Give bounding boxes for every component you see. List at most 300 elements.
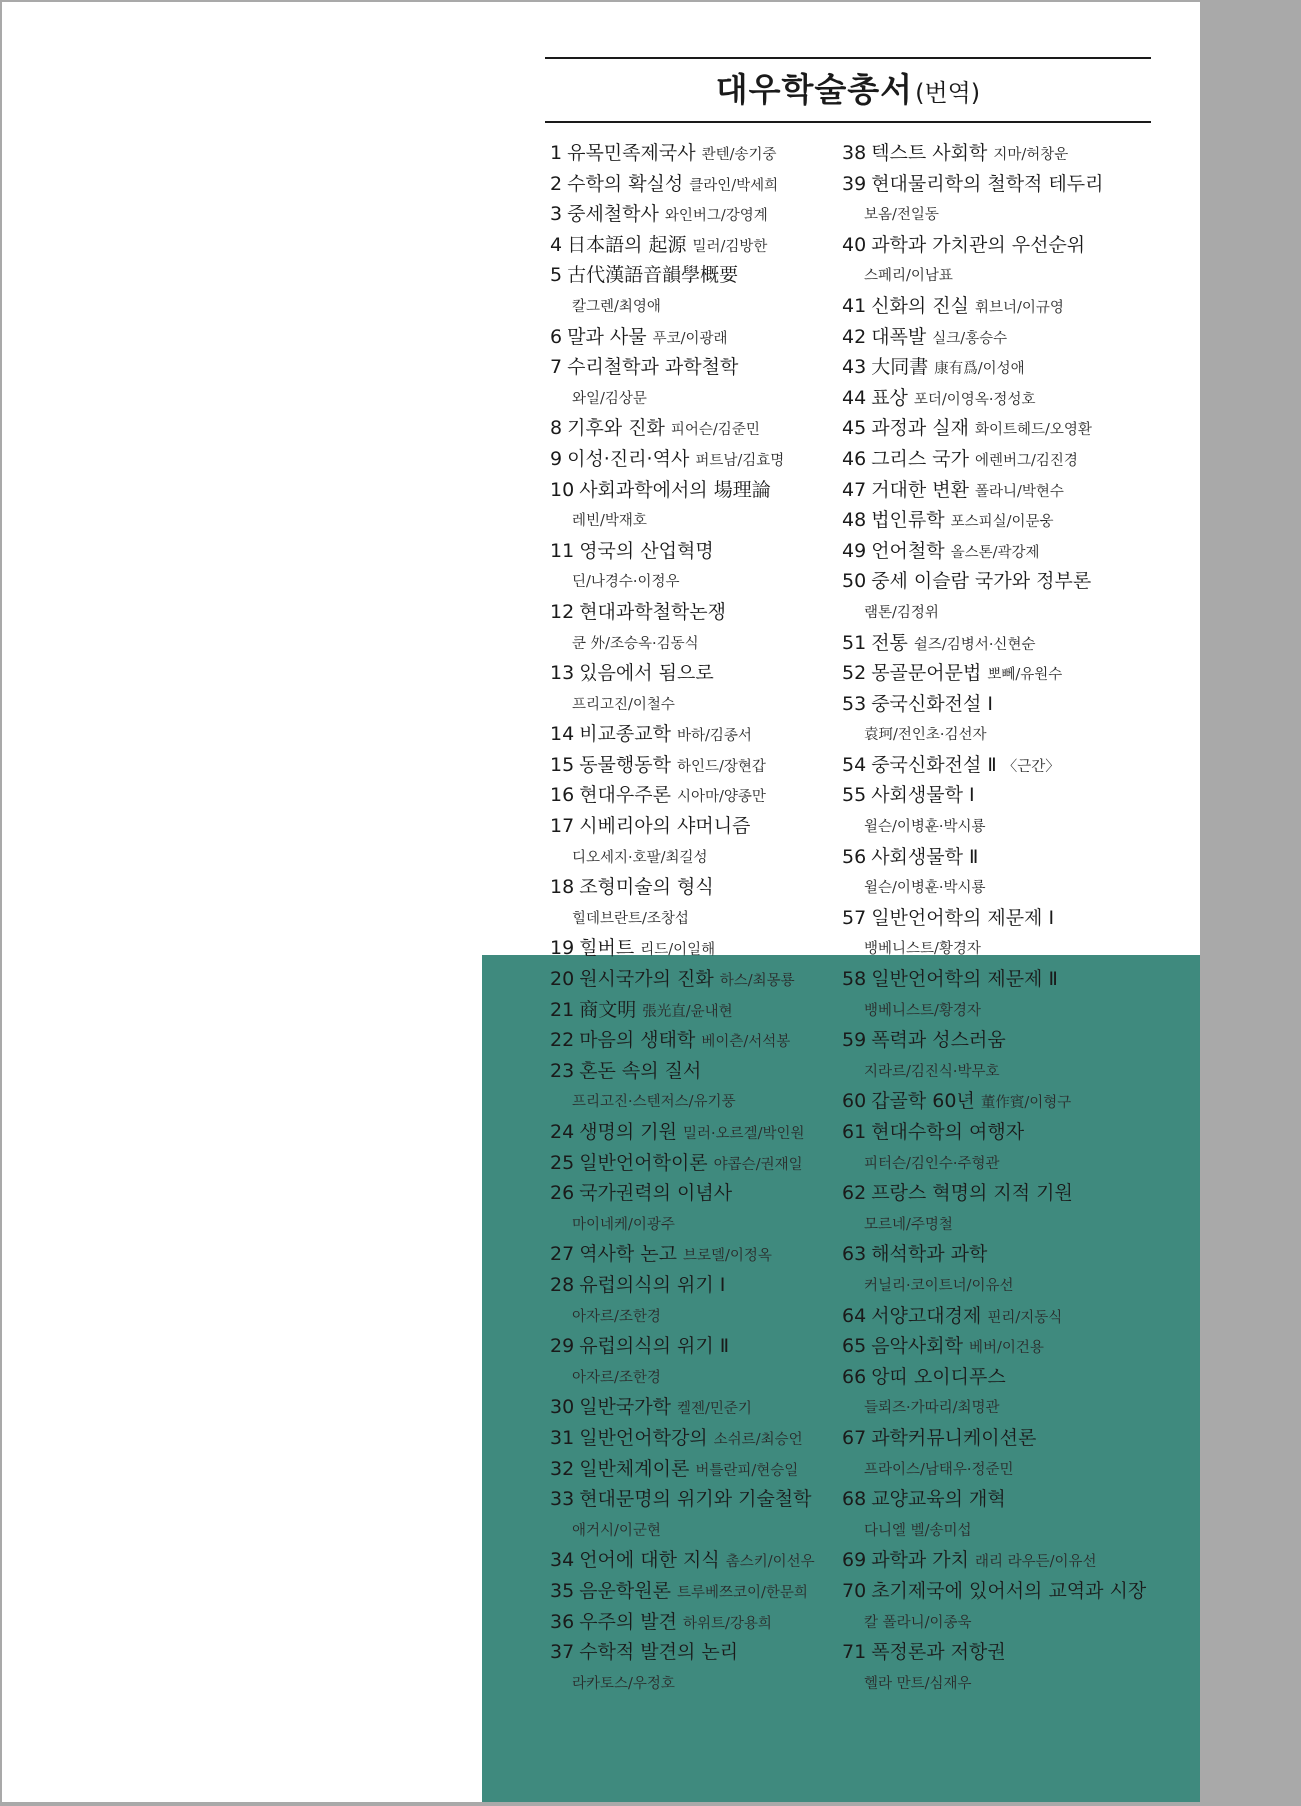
book-list-item-author-line — [842, 260, 1187, 291]
book-list-item-author-line — [842, 1209, 1187, 1240]
book-number: 31 — [550, 1426, 575, 1449]
book-list-item — [550, 1484, 845, 1515]
book-author-translator: 밀러/김방한 — [692, 238, 768, 255]
book-number: 68 — [842, 1488, 867, 1511]
book-title: 거대한 변환 — [871, 478, 969, 501]
book-list-item-author-line — [842, 719, 1187, 750]
book-title: 동물행동학 — [579, 753, 671, 776]
book-title: 앙띠 오이디푸스 — [871, 1365, 1006, 1388]
book-list-item — [842, 383, 1187, 414]
book-author-translator: 클라인/박세희 — [689, 177, 779, 194]
book-author-translator: 보옴/전일동 — [864, 207, 939, 224]
book-title: 유럽의식의 위기 Ⅱ — [579, 1335, 730, 1358]
book-author-translator: 에렌버그/김진경 — [975, 452, 1078, 469]
book-list-item — [550, 1454, 845, 1485]
book-list-item — [842, 138, 1187, 169]
book-list-item — [550, 658, 845, 689]
book-author-translator: 퍼트남/김효명 — [695, 452, 785, 469]
book-title: 역사학 논고 — [579, 1243, 677, 1266]
book-title: 음운학원론 — [579, 1579, 671, 1602]
book-list-item — [550, 199, 845, 230]
book-number: 63 — [842, 1243, 867, 1266]
book-list-item — [550, 1178, 845, 1209]
book-title: 비교종교학 — [579, 723, 671, 746]
book-list-item-author-line — [550, 1086, 845, 1117]
book-number: 8 — [550, 417, 563, 440]
book-list-item — [550, 750, 845, 781]
book-list-item — [550, 1392, 845, 1423]
book-list-item — [550, 413, 845, 444]
book-author-translator: 핀리/지동식 — [987, 1309, 1063, 1326]
book-title: 일반언어학이론 — [579, 1151, 708, 1174]
book-list-item — [550, 352, 845, 383]
book-author-translator: 지마/허창운 — [993, 147, 1069, 163]
book-author-translator: 라카토스/우정호 — [572, 1675, 675, 1692]
book-number: 9 — [550, 447, 563, 470]
book-list-item — [842, 1301, 1187, 1332]
book-number: 58 — [842, 968, 867, 991]
book-author-translator: 프라이스/남태우·정준민 — [864, 1461, 1014, 1478]
book-author-translator: 아자르/조한경 — [572, 1369, 661, 1386]
book-number: 50 — [842, 570, 867, 593]
book-author-translator: 아자르/조한경 — [572, 1308, 661, 1325]
book-title: 과정과 실재 — [871, 417, 969, 440]
book-list-item — [550, 475, 845, 506]
book-number: 26 — [550, 1182, 575, 1205]
book-author-translator: 폴라니/박현수 — [975, 483, 1064, 500]
book-author-translator: 康有爲/이성애 — [934, 361, 1025, 378]
book-number: 67 — [842, 1426, 867, 1449]
book-title: 텍스트 사회학 — [871, 142, 988, 164]
book-number: 22 — [550, 1029, 575, 1052]
book-list-item — [550, 597, 845, 628]
book-title: 원시국가의 진화 — [579, 968, 714, 991]
book-author-translator: 하위트/강용희 — [683, 1615, 772, 1632]
book-title: 大同書 — [871, 356, 929, 379]
book-number: 53 — [842, 692, 867, 715]
book-list-item-author-line — [550, 689, 845, 720]
book-author-translator: 시아마/양종만 — [676, 789, 766, 806]
book-list-right-column — [842, 138, 1187, 1698]
book-title: 일반언어학의 제문제 Ⅰ — [871, 906, 1055, 929]
book-author-translator: 피터슨/김인수·주형관 — [864, 1155, 1000, 1172]
book-title: 프랑스 혁명의 지적 기원 — [871, 1182, 1073, 1205]
book-list-item — [842, 1025, 1187, 1056]
book-number: 32 — [550, 1457, 575, 1480]
book-list-item — [842, 658, 1187, 689]
book-list-item — [550, 1331, 845, 1362]
book-list-item-author-line — [550, 1301, 845, 1332]
book-author-translator: 촘스키/이선우 — [725, 1554, 815, 1571]
book-author-translator: 뱅베니스트/황경자 — [864, 1002, 981, 1019]
book-title: 전통 — [871, 631, 908, 654]
book-number: 62 — [842, 1182, 867, 1205]
book-list-item — [842, 1484, 1187, 1515]
book-number: 65 — [842, 1335, 867, 1358]
book-author-translator: 베이츤/서석봉 — [701, 1034, 791, 1051]
book-list-item — [550, 1607, 845, 1638]
book-author-translator: 디오세지·호팔/최길성 — [572, 849, 708, 866]
book-author-translator: 트루베쯔코이/한문희 — [676, 1584, 808, 1601]
book-title: 사회생물학 Ⅱ — [871, 845, 979, 868]
book-number: 4 — [550, 233, 563, 256]
book-title: 몽골문어문법 — [871, 662, 982, 685]
book-number: 18 — [550, 876, 575, 899]
book-title: 혼돈 속의 질서 — [579, 1059, 702, 1082]
book-title: 수학의 확실성 — [567, 172, 684, 195]
book-title: 기후와 진화 — [567, 417, 665, 440]
book-author-translator: 하인드/장현갑 — [676, 758, 766, 775]
book-title: 언어에 대한 지식 — [579, 1549, 720, 1572]
book-list-item-author-line — [550, 628, 845, 659]
book-author-translator: 힐데브란트/조창섭 — [572, 910, 689, 927]
book-title: 商文明 — [579, 998, 637, 1021]
book-number: 42 — [842, 325, 867, 348]
book-number: 34 — [550, 1549, 575, 1572]
book-title: 교양교육의 개혁 — [871, 1488, 1006, 1511]
book-list-item — [842, 169, 1187, 200]
book-list-item — [842, 444, 1187, 475]
book-title: 시베리아의 샤머니즘 — [579, 815, 751, 838]
book-author-translator: 쿤 外/조승옥·김동식 — [572, 635, 699, 652]
book-number: 30 — [550, 1396, 575, 1419]
book-list-item — [550, 1545, 845, 1576]
book-author-translator: 올스톤/곽강제 — [950, 544, 1040, 561]
book-number: 28 — [550, 1273, 575, 1296]
book-author-translator: 콴텐/송기중 — [701, 147, 777, 163]
book-author-translator: 딘/나경수·이정우 — [572, 574, 680, 591]
book-title: 일반체계이론 — [579, 1457, 690, 1480]
book-list-item — [842, 291, 1187, 322]
book-list-item — [842, 505, 1187, 536]
book-author-translator: 휘브너/이규영 — [975, 299, 1064, 316]
book-author-translator: 밀러·오르겔/박인원 — [683, 1126, 805, 1142]
book-list-item-author-line — [842, 1056, 1187, 1087]
book-author-translator: 董作賓/이형구 — [980, 1095, 1072, 1112]
book-list-item — [550, 1239, 845, 1270]
book-number: 11 — [550, 539, 575, 562]
book-author-translator: 화이트헤드/오영환 — [975, 422, 1092, 439]
book-title: 서양고대경제 — [871, 1304, 982, 1327]
book-list-item — [550, 138, 845, 169]
book-author-translator: 윌슨/이병훈·박시룡 — [864, 819, 986, 836]
book-list-item — [842, 566, 1187, 597]
book-author-translator: 마이네케/이광주 — [572, 1216, 675, 1233]
book-list-item — [550, 1025, 845, 1056]
book-list-item-author-line — [842, 1454, 1187, 1485]
book-list-item — [550, 811, 845, 842]
book-author-translator: 와일/김상문 — [572, 390, 647, 407]
book-list-item-author-line — [842, 199, 1187, 230]
book-number: 49 — [842, 539, 867, 562]
book-number: 6 — [550, 325, 563, 348]
book-author-translator: 램톤/김정위 — [864, 604, 939, 621]
book-number: 19 — [550, 937, 575, 960]
book-title: 국가권력의 이념사 — [579, 1182, 733, 1205]
book-list-item — [842, 1117, 1187, 1148]
book-list-item-author-line — [550, 903, 845, 934]
series-title — [545, 59, 1151, 121]
book-author-translator: 프리고진/이철수 — [572, 696, 675, 713]
book-author-translator: 헬라 만트/심재우 — [864, 1675, 972, 1692]
book-list-item — [842, 475, 1187, 506]
book-author-translator: 야콥슨/권재일 — [713, 1156, 803, 1173]
book-title: 초기제국에 있어서의 교역과 시장 — [871, 1579, 1147, 1602]
book-list-item — [550, 444, 845, 475]
book-title: 사회과학에서의 場理論 — [579, 478, 771, 501]
book-list-item — [842, 750, 1187, 781]
book-number: 39 — [842, 172, 867, 195]
book-list-item — [842, 1331, 1187, 1362]
book-title: 신화의 진실 — [871, 294, 969, 317]
book-list-left-column — [550, 138, 845, 1698]
book-author-translator: 피어슨/김준민 — [670, 422, 760, 439]
book-list-item-author-line — [550, 566, 845, 597]
book-author-translator: 포더/이영옥·정성호 — [913, 391, 1036, 408]
book-list-item — [842, 689, 1187, 720]
book-title: 표상 — [871, 386, 908, 409]
book-author-translator: 프리고진·스텐저스/유기풍 — [572, 1094, 736, 1111]
book-author-translator: 뽀뻬/유원수 — [987, 667, 1063, 684]
book-list-item — [842, 1239, 1187, 1270]
book-author-translator: 바하/김종서 — [676, 728, 752, 745]
book-number: 27 — [550, 1243, 575, 1266]
book-list-item — [842, 413, 1187, 444]
book-list-item — [842, 628, 1187, 659]
book-author-translator: 張光直/윤내현 — [642, 1003, 733, 1020]
book-list-item-author-line — [550, 291, 845, 322]
book-title: 힐버트 — [579, 937, 635, 960]
book-title: 수리철학과 과학철학 — [567, 356, 739, 379]
series-title-subtitle: (번역) — [915, 79, 981, 107]
book-title: 과학커뮤니케이션론 — [871, 1426, 1037, 1449]
book-number: 10 — [550, 478, 575, 501]
book-list-item-author-line — [550, 842, 845, 873]
book-title: 현대수학의 여행자 — [871, 1121, 1025, 1143]
book-list-item — [842, 536, 1187, 567]
book-number: 46 — [842, 447, 867, 470]
book-list-item-author-line — [842, 995, 1187, 1026]
book-author-translator: 하스/최몽룡 — [719, 973, 795, 990]
book-author-translator: 소쉬르/최승언 — [713, 1431, 803, 1448]
book-title: 과학과 가치관의 우선순위 — [871, 233, 1086, 256]
book-title: 과학과 가치 — [871, 1549, 969, 1572]
book-number: 57 — [842, 906, 867, 929]
book-title: 사회생물학 Ⅰ — [871, 784, 975, 807]
book-number: 12 — [550, 600, 575, 623]
book-author-translator: 칼 폴라니/이종욱 — [864, 1614, 972, 1631]
book-list-item-author-line — [842, 1270, 1187, 1301]
book-author-translator: 레빈/박재호 — [572, 513, 647, 530]
book-title: 현대과학철학논쟁 — [579, 600, 727, 623]
book-number: 41 — [842, 294, 867, 317]
book-title: 유럽의식의 위기 Ⅰ — [579, 1273, 726, 1296]
book-number: 60 — [842, 1090, 867, 1113]
book-number: 25 — [550, 1151, 575, 1174]
book-number: 55 — [842, 784, 867, 807]
book-title: 법인류학 — [871, 509, 945, 532]
book-list-item-author-line — [842, 872, 1187, 903]
book-list-item — [842, 1423, 1187, 1454]
book-title: 수학적 발견의 논리 — [579, 1641, 739, 1664]
book-number: 24 — [550, 1121, 575, 1143]
book-number: 1 — [550, 142, 563, 164]
book-list-item-author-line — [842, 1392, 1187, 1423]
series-header — [545, 57, 1151, 123]
book-list-item — [550, 872, 845, 903]
book-title: 있음에서 됨으로 — [579, 662, 714, 685]
book-author-translator: 다니엘 벨/송미섭 — [864, 1522, 972, 1539]
book-author-translator: 브로델/이정옥 — [683, 1248, 772, 1265]
book-number: 20 — [550, 968, 575, 991]
book-list-item — [842, 1545, 1187, 1576]
book-author-translator: 푸코/이광래 — [652, 330, 728, 347]
book-title: 말과 사물 — [567, 325, 647, 348]
book-title: 일반국가학 — [579, 1396, 671, 1419]
book-list-item — [842, 352, 1187, 383]
book-list-item — [550, 1637, 845, 1668]
book-number: 61 — [842, 1121, 867, 1143]
book-title: 古代漢語音韻學概要 — [567, 264, 739, 287]
book-author-translator: 포스피실/이문웅 — [950, 514, 1054, 531]
book-title: 현대우주론 — [579, 784, 671, 807]
book-title: 영국의 산업혁명 — [579, 539, 714, 562]
book-title: 일반언어학강의 — [579, 1426, 708, 1449]
book-author-translator: 실크/홍승수 — [932, 330, 1008, 347]
book-list-item-author-line — [842, 811, 1187, 842]
book-list-item — [550, 933, 845, 964]
book-list-item — [550, 169, 845, 200]
book-list-item — [842, 1086, 1187, 1117]
book-title: 日本語의 起源 — [567, 233, 687, 256]
book-author-translator: 윌슨/이병훈·박시룡 — [864, 880, 986, 897]
book-list-item-author-line — [550, 505, 845, 536]
book-list-item — [842, 322, 1187, 353]
book-title: 우주의 발견 — [579, 1610, 677, 1633]
header-bottom-rule — [545, 121, 1151, 123]
series-title-main: 대우학술총서 — [715, 70, 914, 109]
book-number: 29 — [550, 1335, 575, 1358]
book-number: 51 — [842, 631, 867, 654]
book-author-translator: 버틀란피/현승일 — [695, 1462, 799, 1479]
book-list-item — [842, 780, 1187, 811]
book-number: 64 — [842, 1304, 867, 1327]
book-list-item-author-line — [842, 1668, 1187, 1699]
book-number: 37 — [550, 1641, 575, 1664]
book-author-translator: 와인버그/강영계 — [664, 208, 768, 225]
book-number: 15 — [550, 753, 575, 776]
book-number: 21 — [550, 998, 575, 1021]
book-title: 해석학과 과학 — [871, 1243, 988, 1266]
book-list-item — [842, 964, 1187, 995]
book-list-item-author-line — [842, 933, 1187, 964]
book-title: 현대문명의 위기와 기술철학 — [579, 1488, 812, 1511]
book-author-translator: 袁珂/전인초·김선자 — [864, 727, 987, 744]
book-author-translator: 리드/이일해 — [640, 942, 716, 959]
book-author-translator: 스페리/이남표 — [864, 268, 953, 285]
book-number: 54 — [842, 753, 867, 776]
book-list-item — [550, 1270, 845, 1301]
book-author-translator: 쉴즈/김병서·신현순 — [913, 636, 1036, 653]
book-title: 마음의 생태학 — [579, 1029, 696, 1052]
book-number: 45 — [842, 417, 867, 440]
book-list-item — [550, 1148, 845, 1179]
book-number: 35 — [550, 1579, 575, 1602]
book-number: 52 — [842, 662, 867, 685]
book-number: 2 — [550, 172, 563, 195]
book-title: 이성·진리·역사 — [567, 447, 690, 470]
book-title: 일반언어학의 제문제 Ⅱ — [871, 968, 1058, 991]
book-list-item — [550, 230, 845, 261]
book-list-item — [550, 1423, 845, 1454]
book-author-translator: 래리 라우든/이유선 — [975, 1554, 1097, 1571]
book-title: 갑골학 60년 — [871, 1090, 975, 1113]
book-list-item — [550, 1117, 845, 1148]
book-number: 70 — [842, 1579, 867, 1602]
book-title: 생명의 기원 — [579, 1121, 677, 1143]
book-list-item — [550, 1576, 845, 1607]
book-list-item — [842, 1637, 1187, 1668]
book-number: 16 — [550, 784, 575, 807]
book-number: 14 — [550, 723, 575, 746]
book-title: 중세철학사 — [567, 203, 659, 226]
book-list-item — [842, 1576, 1187, 1607]
book-number: 23 — [550, 1059, 575, 1082]
book-title: 현대물리학의 철학적 테두리 — [871, 172, 1104, 195]
book-number: 47 — [842, 478, 867, 501]
book-author-translator: 애거시/이군현 — [572, 1522, 661, 1539]
book-list-item-author-line — [550, 1362, 845, 1393]
book-number: 5 — [550, 264, 563, 287]
book-author-translator: 들뢰즈·가따리/최명관 — [864, 1400, 1000, 1417]
book-title: 폭력과 성스러움 — [871, 1029, 1006, 1052]
book-list-item — [842, 1178, 1187, 1209]
book-author-translator: 모르네/주명철 — [864, 1216, 953, 1233]
book-author-translator: 커닐리·코이트너/이유선 — [864, 1277, 1014, 1294]
book-number: 13 — [550, 662, 575, 685]
book-title: 폭정론과 저항권 — [871, 1641, 1006, 1664]
document-page — [2, 2, 1200, 1802]
book-list-item — [842, 842, 1187, 873]
book-list-item-author-line — [842, 1607, 1187, 1638]
book-number: 48 — [842, 509, 867, 532]
book-list-item — [842, 903, 1187, 934]
book-list-item — [550, 964, 845, 995]
book-list-item — [550, 322, 845, 353]
book-author-translator: 칼그렌/최영애 — [572, 298, 661, 315]
book-title: 중국신화전설 Ⅰ — [871, 692, 993, 715]
book-list-item — [550, 995, 845, 1026]
book-author-translator: 뱅베니스트/황경자 — [864, 941, 981, 958]
book-list-item-author-line — [550, 1209, 845, 1240]
book-list-item — [550, 1056, 845, 1087]
book-number: 36 — [550, 1610, 575, 1633]
book-number: 40 — [842, 233, 867, 256]
book-title: 유목민족제국사 — [567, 142, 696, 164]
book-list-item — [842, 230, 1187, 261]
book-number: 71 — [842, 1641, 867, 1664]
book-number: 59 — [842, 1029, 867, 1052]
book-number: 17 — [550, 815, 575, 838]
book-list-item-author-line — [550, 1515, 845, 1546]
book-list-item-author-line — [842, 1148, 1187, 1179]
book-list-item-author-line — [550, 1668, 845, 1699]
book-list-item-author-line — [842, 597, 1187, 628]
book-number: 43 — [842, 356, 867, 379]
book-title: 음악사회학 — [871, 1335, 963, 1358]
book-number: 69 — [842, 1549, 867, 1572]
book-number: 66 — [842, 1365, 867, 1388]
